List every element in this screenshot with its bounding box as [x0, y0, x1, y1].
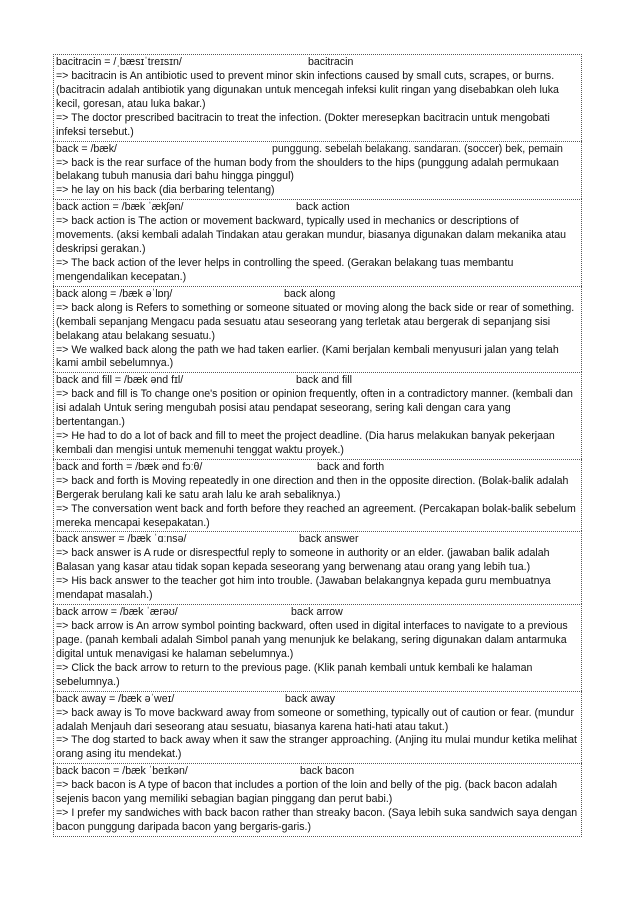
definition: => back bacon is A type of bacon that includes a portion of the loin and belly of the pig. (back bacon adalah sejenis bacon yang memiliki sebagian bagian pinggang dan perut babi.): [56, 779, 558, 806]
entry-back-and-forth: [53, 459, 582, 532]
headword: back = /bæk/: [56, 142, 117, 155]
example: => He had to do a lot of back and fill to meet the project deadline. (Dia harus melakukan banyak pekerjaan kembali dan mengisi untuk memenuhi tenggat waktu proyek.): [56, 430, 555, 456]
definition: => back and forth is Moving repeatedly in one direction and then in the opposite direction. (Bolak-balik adalah Bergerak berulang kali ke satu arah lalu ke arah sebaliknya.): [56, 474, 569, 501]
definition: => back away is To move backward away from someone or something, typically out of caution or fear. (mundur adalah Menjauh dari seseorang atau sesuatu, biasanya karena hati-hati atau takut.): [56, 706, 574, 733]
example: => The conversation went back and forth before they reached an agreement. (Percakapan bolak-balik sebelum mereka mencapai kesepakatan.): [56, 502, 576, 529]
entry-back-away: [53, 691, 582, 764]
headword: back away = /bæk əˈweɪ/: [56, 692, 175, 705]
entry-header: [56, 288, 579, 302]
entry-header: [56, 461, 579, 475]
translation-label: back and fill: [296, 374, 352, 387]
example: => The back action of the lever helps in controlling the speed. (Gerakan belakang tuas membantu mengendalikan kecepatan.): [56, 256, 514, 283]
entry-back-and-fill: [53, 372, 582, 459]
entry-header: [56, 533, 579, 547]
dictionary-document: [53, 54, 582, 837]
example: => His back answer to the teacher got him into trouble. (Jawaban belakangnya kepada guru membuatnya mendapat masalah.): [56, 575, 551, 602]
translation-label: back away: [285, 692, 336, 705]
translation-label: back action: [296, 201, 350, 214]
example: => The dog started to back away when it saw the stranger approaching. (Anjing itu mulai mundur ketika melihat orang asing itu mendekat.): [56, 734, 577, 761]
entry-header: [56, 56, 579, 70]
entry-back-action: [53, 199, 582, 286]
definition: => back along is Refers to something or someone situated or moving along the back side or rear of something. (kembali sepanjang Mengacu pada sesuatu atau seseorang yang terletak atau bergerak di sepanjang sisi belakang atau belakang sesuatu.): [56, 301, 575, 342]
entry-back-answer: [53, 531, 582, 604]
entry-bacitracin: [53, 54, 582, 141]
headword: back answer = /bæk ˈɑːnsə/: [56, 533, 187, 546]
definition: => back and fill is To change one's position or opinion frequently, often in a contradictory manner. (kembali dan isi adalah Untuk sering mengubah posisi atau pendapat seseorang, sering kali dengan cara yang bertentangan.): [56, 388, 573, 429]
translation-label: back answer: [299, 533, 359, 546]
example: => he lay on his back (dia berbaring telentang): [56, 184, 275, 197]
entry-header: [56, 606, 579, 620]
translation-label: bacitracin: [308, 56, 354, 68]
headword: back along = /bæk əˈlɒŋ/: [56, 287, 173, 300]
headword: back bacon = /bæk ˈbeɪkən/: [56, 765, 188, 778]
entry-back-along: [53, 286, 582, 373]
entry-back-arrow: [53, 604, 582, 691]
headword: bacitracin = /ˌbæsɪˈtreɪsɪn/: [56, 56, 182, 68]
entry-header: [56, 765, 579, 779]
headword: back action = /bæk ˈækʃən/: [56, 201, 184, 214]
definition: => bacitracin is An antibiotic used to prevent minor skin infections caused by small cuts, scrapes, or burns. (bacitracin adalah antibiotik yang digunakan untuk mencegah infeksi kulit ringan yang disebabkan oleh luka kecil, goresan, atau luka bakar.): [56, 70, 559, 110]
translation-label: back arrow: [291, 606, 343, 619]
entry-back-bacon: [53, 763, 582, 837]
translation-label: back bacon: [300, 765, 355, 778]
headword: back and forth = /bæk ənd fɔːθ/: [56, 460, 203, 473]
translation-label: back and forth: [317, 460, 385, 473]
definition: => back action is The action or movement backward, typically used in mechanics or descriptions of movements. (aksi kembali adalah Tindakan atau gerakan mundur, biasanya digunakan dalam mekanika atau deskripsi gerakan.): [56, 215, 566, 256]
definition: => back arrow is An arrow symbol pointing backward, often used in digital interfaces to navigate to a previous page. (panah kembali adalah Simbol panah yang menunjuk ke belakang, sering digunakan dalam antarmuka digital untuk menavigasi ke halaman sebelumnya.): [56, 620, 568, 660]
example: => Click the back arrow to return to the previous page. (Klik panah kembali untuk kembali ke halaman sebelumnya.): [56, 661, 533, 688]
example: => We walked back along the path we had taken earlier. (Kami berjalan kembali menyusuri jalan yang telah kami ambil sebelumnya.): [56, 343, 559, 370]
example: => I prefer my sandwiches with back bacon rather than streaky bacon. (Saya lebih suka sandwich saya dengan bacon punggung daripada bacon yang bergaris-garis.): [56, 807, 578, 833]
entry-header: [56, 374, 579, 388]
entry-header: [56, 143, 579, 157]
definition: => back answer is A rude or disrespectful reply to someone in authority or an elder. (jawaban balik adalah Balasan yang kasar atau tidak sopan kepada seseorang yang berwenang atau orang yang lebih tua.): [56, 547, 550, 574]
definition: => back is the rear surface of the human body from the shoulders to the hips (punggung adalah permukaan belakang tubuh manusia dari bahu hingga pinggul): [56, 156, 559, 183]
entry-back: [53, 141, 582, 200]
headword: back arrow = /bæk ˈærəʊ/: [56, 606, 178, 619]
translation-label: punggung. sebelah belakang. sandaran. (soccer) bek, pemain: [272, 142, 563, 155]
translation-label: back along: [284, 287, 336, 300]
entry-header: [56, 201, 579, 215]
example: => The doctor prescribed bacitracin to treat the infection. (Dokter meresepkan bacitracin untuk mengobati infeksi tersebut.): [56, 111, 550, 138]
headword: back and fill = /bæk ənd fɪl/: [56, 374, 184, 387]
entry-header: [56, 693, 579, 707]
